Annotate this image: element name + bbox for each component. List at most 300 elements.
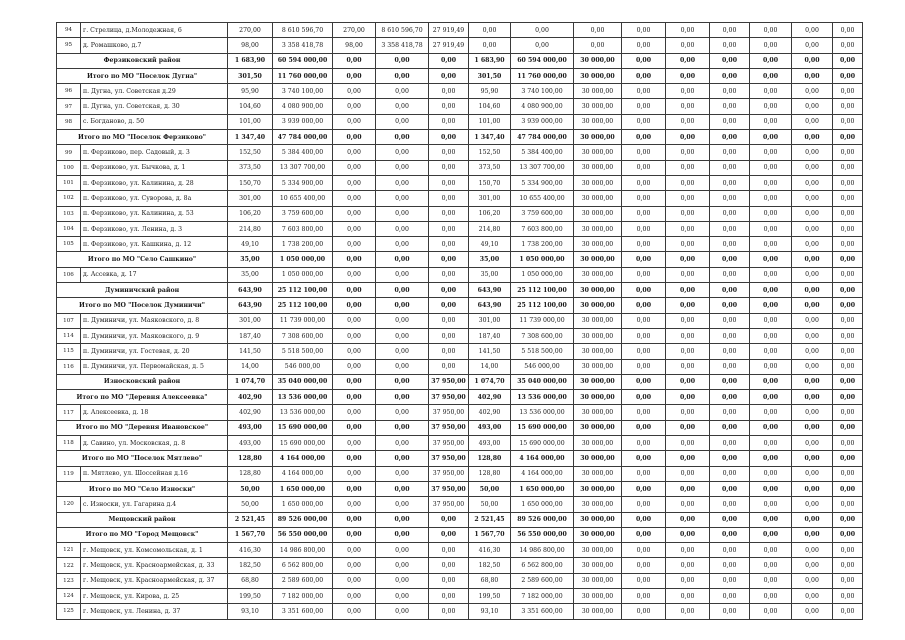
subtotal-label: Итого по МО "Поселок Ферзиково" <box>57 130 228 145</box>
value-cell: 0,00 <box>833 99 863 114</box>
value-cell: 0,00 <box>376 267 429 282</box>
value-cell: 0,00 <box>622 298 666 313</box>
value-cell: 0,00 <box>833 84 863 99</box>
value-cell: 0,00 <box>710 99 750 114</box>
value-cell: 152,50 <box>228 145 273 160</box>
value-cell: 0,00 <box>833 436 863 451</box>
value-cell: 0,00 <box>376 558 429 573</box>
value-cell: 0,00 <box>333 68 376 83</box>
subtotal-row <box>57 130 863 145</box>
value-cell: 37 950,00 <box>429 497 469 512</box>
value-cell: 0,00 <box>792 558 833 573</box>
value-cell: 0,00 <box>792 130 833 145</box>
value-cell: 0,00 <box>333 328 376 343</box>
address-cell: п. Ферзиково, ул. Ленина, д. 3 <box>81 221 228 236</box>
housing-program-table <box>56 22 863 620</box>
value-cell: 301,50 <box>469 68 511 83</box>
value-cell: 0,00 <box>792 237 833 252</box>
value-cell: 0,00 <box>376 99 429 114</box>
value-cell: 0,00 <box>666 390 710 405</box>
value-cell: 0,00 <box>750 436 792 451</box>
value-cell: 4 080 900,00 <box>511 99 574 114</box>
value-cell: 35,00 <box>469 252 511 267</box>
value-cell: 0,00 <box>429 344 469 359</box>
value-cell: 3 740 100,00 <box>273 84 333 99</box>
value-cell: 89 526 000,00 <box>511 512 574 527</box>
value-cell: 5 334 900,00 <box>273 175 333 190</box>
value-cell: 50,00 <box>469 497 511 512</box>
value-cell: 0,00 <box>333 390 376 405</box>
value-cell: 0,00 <box>666 68 710 83</box>
value-cell: 0,00 <box>376 604 429 619</box>
value-cell: 30 000,00 <box>574 390 622 405</box>
value-cell: 0,00 <box>333 359 376 374</box>
value-cell: 0,00 <box>333 206 376 221</box>
value-cell: 0,00 <box>750 53 792 68</box>
value-cell: 0,00 <box>666 267 710 282</box>
value-cell: 30 000,00 <box>574 298 622 313</box>
value-cell: 15 690 000,00 <box>273 420 333 435</box>
value-cell: 0,00 <box>710 38 750 53</box>
value-cell: 68,80 <box>469 573 511 588</box>
subtotal-row <box>57 374 863 389</box>
value-cell: 493,00 <box>469 420 511 435</box>
value-cell: 0,00 <box>333 543 376 558</box>
value-cell: 30 000,00 <box>574 145 622 160</box>
value-cell: 37 950,00 <box>429 466 469 481</box>
value-cell: 187,40 <box>228 328 273 343</box>
value-cell: 0,00 <box>792 298 833 313</box>
value-cell: 1 650 000,00 <box>273 481 333 496</box>
value-cell: 27 919,49 <box>429 38 469 53</box>
value-cell: 37 950,00 <box>429 405 469 420</box>
value-cell: 0,00 <box>833 374 863 389</box>
value-cell: 0,00 <box>333 114 376 129</box>
value-cell: 30 000,00 <box>574 527 622 542</box>
value-cell: 0,00 <box>622 436 666 451</box>
value-cell: 0,00 <box>710 114 750 129</box>
value-cell: 0,00 <box>622 512 666 527</box>
value-cell: 0,00 <box>710 23 750 38</box>
value-cell: 0,00 <box>792 328 833 343</box>
value-cell: 0,00 <box>574 38 622 53</box>
value-cell: 5 384 400,00 <box>511 145 574 160</box>
value-cell: 301,00 <box>469 313 511 328</box>
value-cell: 27 919,49 <box>429 23 469 38</box>
value-cell: 0,00 <box>710 252 750 267</box>
value-cell: 1 738 200,00 <box>511 237 574 252</box>
value-cell: 0,00 <box>666 206 710 221</box>
value-cell: 0,00 <box>376 359 429 374</box>
value-cell: 0,00 <box>833 466 863 481</box>
value-cell: 643,90 <box>469 298 511 313</box>
table-row <box>57 588 863 603</box>
value-cell: 0,00 <box>792 512 833 527</box>
value-cell: 0,00 <box>750 497 792 512</box>
value-cell: 0,00 <box>833 175 863 190</box>
value-cell: 0,00 <box>792 344 833 359</box>
value-cell: 0,00 <box>710 390 750 405</box>
subtotal-label: Итого по МО "Город Мещовск" <box>57 527 228 542</box>
value-cell: 0,00 <box>710 344 750 359</box>
value-cell: 1 050 000,00 <box>273 267 333 282</box>
value-cell: 30 000,00 <box>574 114 622 129</box>
value-cell: 0,00 <box>833 451 863 466</box>
value-cell: 0,00 <box>833 390 863 405</box>
value-cell: 0,00 <box>429 588 469 603</box>
value-cell: 5 384 400,00 <box>273 145 333 160</box>
value-cell: 0,00 <box>622 344 666 359</box>
value-cell: 0,00 <box>792 38 833 53</box>
table-row <box>57 191 863 206</box>
value-cell: 14 986 800,00 <box>273 543 333 558</box>
value-cell: 199,50 <box>228 588 273 603</box>
table-row <box>57 543 863 558</box>
value-cell: 0,00 <box>750 84 792 99</box>
value-cell: 141,50 <box>228 344 273 359</box>
value-cell: 0,00 <box>833 221 863 236</box>
value-cell: 0,00 <box>833 313 863 328</box>
value-cell: 104,60 <box>228 99 273 114</box>
value-cell: 0,00 <box>750 481 792 496</box>
address-cell: п. Дугна, ул. Советская, д. 30 <box>81 99 228 114</box>
value-cell: 0,00 <box>666 588 710 603</box>
value-cell: 0,00 <box>710 206 750 221</box>
value-cell: 13 307 700,00 <box>273 160 333 175</box>
value-cell: 30 000,00 <box>574 99 622 114</box>
value-cell: 1 650 000,00 <box>511 481 574 496</box>
value-cell: 7 182 000,00 <box>511 588 574 603</box>
value-cell: 0,00 <box>622 573 666 588</box>
value-cell: 0,00 <box>750 267 792 282</box>
value-cell: 128,80 <box>228 466 273 481</box>
value-cell: 47 784 000,00 <box>511 130 574 145</box>
value-cell: 30 000,00 <box>574 573 622 588</box>
value-cell: 49,10 <box>228 237 273 252</box>
value-cell: 0,00 <box>333 252 376 267</box>
value-cell: 416,30 <box>228 543 273 558</box>
value-cell: 0,00 <box>792 221 833 236</box>
value-cell: 0,00 <box>833 527 863 542</box>
value-cell: 93,10 <box>228 604 273 619</box>
value-cell: 0,00 <box>792 588 833 603</box>
value-cell: 1 650 000,00 <box>273 497 333 512</box>
value-cell: 0,00 <box>666 313 710 328</box>
value-cell: 0,00 <box>792 252 833 267</box>
address-cell: п. Ферзиково, пер. Садовый, д. 3 <box>81 145 228 160</box>
value-cell: 0,00 <box>622 328 666 343</box>
value-cell: 0,00 <box>833 23 863 38</box>
value-cell: 25 112 100,00 <box>511 298 574 313</box>
value-cell: 0,00 <box>750 313 792 328</box>
address-cell: п. Ферзиково, ул. Калинина, д. 28 <box>81 175 228 190</box>
row-number: 98 <box>57 114 81 129</box>
value-cell: 1 683,90 <box>469 53 511 68</box>
value-cell: 0,00 <box>622 68 666 83</box>
row-number: 102 <box>57 191 81 206</box>
value-cell: 0,00 <box>376 84 429 99</box>
value-cell: 0,00 <box>429 206 469 221</box>
value-cell: 0,00 <box>833 558 863 573</box>
value-cell: 187,40 <box>469 328 511 343</box>
row-number: 97 <box>57 99 81 114</box>
value-cell: 0,00 <box>833 481 863 496</box>
subtotal-label: Ферзиковский район <box>57 53 228 68</box>
value-cell: 0,00 <box>666 175 710 190</box>
value-cell: 0,00 <box>750 38 792 53</box>
value-cell: 0,00 <box>750 23 792 38</box>
value-cell: 0,00 <box>333 344 376 359</box>
value-cell: 50,00 <box>228 481 273 496</box>
value-cell: 0,00 <box>376 543 429 558</box>
value-cell: 30 000,00 <box>574 160 622 175</box>
value-cell: 35 040 000,00 <box>273 374 333 389</box>
value-cell: 1 074,70 <box>469 374 511 389</box>
value-cell: 0,00 <box>622 114 666 129</box>
value-cell: 0,00 <box>622 38 666 53</box>
subtotal-row <box>57 390 863 405</box>
value-cell: 4 164 000,00 <box>511 466 574 481</box>
value-cell: 0,00 <box>622 267 666 282</box>
value-cell: 89 526 000,00 <box>273 512 333 527</box>
value-cell: 0,00 <box>333 53 376 68</box>
value-cell: 0,00 <box>792 99 833 114</box>
value-cell: 1 683,90 <box>228 53 273 68</box>
value-cell: 0,00 <box>710 328 750 343</box>
value-cell: 0,00 <box>750 328 792 343</box>
value-cell: 0,00 <box>469 38 511 53</box>
value-cell: 0,00 <box>792 313 833 328</box>
value-cell: 0,00 <box>710 436 750 451</box>
address-cell: г. Мещовск, ул. Ленина, д. 37 <box>81 604 228 619</box>
value-cell: 0,00 <box>750 558 792 573</box>
value-cell: 0,00 <box>376 252 429 267</box>
value-cell: 4 164 000,00 <box>511 451 574 466</box>
value-cell: 0,00 <box>750 114 792 129</box>
value-cell: 0,00 <box>429 237 469 252</box>
value-cell: 5 334 900,00 <box>511 175 574 190</box>
value-cell: 30 000,00 <box>574 405 622 420</box>
value-cell: 7 308 600,00 <box>511 328 574 343</box>
value-cell: 30 000,00 <box>574 175 622 190</box>
value-cell: 6 562 800,00 <box>511 558 574 573</box>
value-cell: 11 739 000,00 <box>511 313 574 328</box>
table-row <box>57 175 863 190</box>
value-cell: 7 603 800,00 <box>273 221 333 236</box>
value-cell: 0,00 <box>792 436 833 451</box>
value-cell: 0,00 <box>666 344 710 359</box>
value-cell: 7 308 600,00 <box>273 328 333 343</box>
value-cell: 0,00 <box>376 451 429 466</box>
value-cell: 14,00 <box>228 359 273 374</box>
address-cell: г. Мещовск, ул. Кирова, д. 25 <box>81 588 228 603</box>
value-cell: 49,10 <box>469 237 511 252</box>
value-cell: 0,00 <box>333 573 376 588</box>
value-cell: 0,00 <box>333 160 376 175</box>
value-cell: 0,00 <box>710 175 750 190</box>
value-cell: 11 760 000,00 <box>511 68 574 83</box>
table-row <box>57 497 863 512</box>
value-cell: 2 521,45 <box>469 512 511 527</box>
value-cell: 47 784 000,00 <box>273 130 333 145</box>
value-cell: 0,00 <box>710 359 750 374</box>
value-cell: 0,00 <box>333 374 376 389</box>
value-cell: 0,00 <box>333 466 376 481</box>
value-cell: 0,00 <box>666 221 710 236</box>
value-cell: 0,00 <box>622 160 666 175</box>
value-cell: 0,00 <box>333 298 376 313</box>
value-cell: 0,00 <box>710 237 750 252</box>
value-cell: 30 000,00 <box>574 374 622 389</box>
row-number: 122 <box>57 558 81 573</box>
value-cell: 0,00 <box>429 267 469 282</box>
value-cell: 0,00 <box>710 512 750 527</box>
value-cell: 0,00 <box>622 53 666 68</box>
value-cell: 0,00 <box>622 221 666 236</box>
value-cell: 0,00 <box>710 221 750 236</box>
value-cell: 0,00 <box>622 497 666 512</box>
value-cell: 0,00 <box>666 298 710 313</box>
value-cell: 0,00 <box>376 497 429 512</box>
value-cell: 0,00 <box>833 359 863 374</box>
value-cell: 3 351 600,00 <box>511 604 574 619</box>
row-number: 115 <box>57 344 81 359</box>
value-cell: 0,00 <box>750 405 792 420</box>
value-cell: 0,00 <box>622 466 666 481</box>
value-cell: 1 738 200,00 <box>273 237 333 252</box>
value-cell: 1 050 000,00 <box>273 252 333 267</box>
value-cell: 0,00 <box>376 191 429 206</box>
address-cell: г. Стрелица, д.Молодежная, 6 <box>81 23 228 38</box>
value-cell: 8 610 596,70 <box>273 23 333 38</box>
address-cell: п. Ферзиково, ул. Бычкова, д. 1 <box>81 160 228 175</box>
value-cell: 0,00 <box>622 237 666 252</box>
value-cell: 0,00 <box>792 420 833 435</box>
value-cell: 0,00 <box>622 604 666 619</box>
value-cell: 0,00 <box>333 604 376 619</box>
value-cell: 0,00 <box>333 436 376 451</box>
value-cell: 0,00 <box>429 298 469 313</box>
subtotal-row <box>57 298 863 313</box>
value-cell: 0,00 <box>833 130 863 145</box>
value-cell: 3 351 600,00 <box>273 604 333 619</box>
address-cell: п. Мятлево, ул. Шоссейная д.16 <box>81 466 228 481</box>
value-cell: 0,00 <box>750 344 792 359</box>
table-row <box>57 436 863 451</box>
value-cell: 0,00 <box>750 588 792 603</box>
address-cell: д. Ассевка, д. 17 <box>81 267 228 282</box>
value-cell: 1 567,70 <box>228 527 273 542</box>
value-cell: 0,00 <box>376 114 429 129</box>
value-cell: 30 000,00 <box>574 130 622 145</box>
value-cell: 0,00 <box>833 405 863 420</box>
subtotal-row <box>57 451 863 466</box>
row-number: 123 <box>57 573 81 588</box>
value-cell: 14,00 <box>469 359 511 374</box>
value-cell: 0,00 <box>333 420 376 435</box>
value-cell: 0,00 <box>376 328 429 343</box>
value-cell: 0,00 <box>666 374 710 389</box>
address-cell: д. Савино, ул. Московская, д. 8 <box>81 436 228 451</box>
row-number: 99 <box>57 145 81 160</box>
value-cell: 0,00 <box>833 328 863 343</box>
value-cell: 0,00 <box>429 512 469 527</box>
value-cell: 0,00 <box>833 38 863 53</box>
value-cell: 0,00 <box>376 130 429 145</box>
value-cell: 0,00 <box>376 374 429 389</box>
value-cell: 0,00 <box>376 481 429 496</box>
value-cell: 30 000,00 <box>574 543 622 558</box>
value-cell: 30 000,00 <box>574 267 622 282</box>
value-cell: 0,00 <box>750 221 792 236</box>
subtotal-label: Итого по МО "Деревня Ивановское" <box>57 420 228 435</box>
table-row <box>57 237 863 252</box>
value-cell: 30 000,00 <box>574 313 622 328</box>
value-cell: 0,00 <box>429 221 469 236</box>
value-cell: 0,00 <box>622 527 666 542</box>
value-cell: 0,00 <box>376 175 429 190</box>
value-cell: 3 358 418,78 <box>273 38 333 53</box>
value-cell: 0,00 <box>376 573 429 588</box>
value-cell: 0,00 <box>750 145 792 160</box>
value-cell: 0,00 <box>429 543 469 558</box>
value-cell: 8 610 596,70 <box>376 23 429 38</box>
value-cell: 13 307 700,00 <box>511 160 574 175</box>
value-cell: 0,00 <box>710 558 750 573</box>
value-cell: 15 690 000,00 <box>511 436 574 451</box>
value-cell: 0,00 <box>833 191 863 206</box>
value-cell: 30 000,00 <box>574 237 622 252</box>
value-cell: 0,00 <box>666 53 710 68</box>
value-cell: 643,90 <box>469 283 511 298</box>
value-cell: 30 000,00 <box>574 53 622 68</box>
value-cell: 0,00 <box>376 68 429 83</box>
value-cell: 3 759 600,00 <box>511 206 574 221</box>
value-cell: 0,00 <box>833 512 863 527</box>
value-cell: 5 518 500,00 <box>273 344 333 359</box>
value-cell: 0,00 <box>833 160 863 175</box>
value-cell: 10 655 400,00 <box>273 191 333 206</box>
value-cell: 301,00 <box>228 313 273 328</box>
value-cell: 0,00 <box>376 53 429 68</box>
value-cell: 0,00 <box>622 145 666 160</box>
value-cell: 0,00 <box>333 237 376 252</box>
value-cell: 56 550 000,00 <box>273 527 333 542</box>
value-cell: 0,00 <box>622 420 666 435</box>
value-cell: 0,00 <box>622 543 666 558</box>
value-cell: 0,00 <box>792 53 833 68</box>
value-cell: 0,00 <box>792 359 833 374</box>
value-cell: 0,00 <box>376 298 429 313</box>
value-cell: 0,00 <box>792 604 833 619</box>
subtotal-row <box>57 420 863 435</box>
value-cell: 0,00 <box>833 252 863 267</box>
row-number: 107 <box>57 313 81 328</box>
value-cell: 0,00 <box>792 23 833 38</box>
value-cell: 1 050 000,00 <box>511 267 574 282</box>
value-cell: 0,00 <box>710 588 750 603</box>
value-cell: 50,00 <box>469 481 511 496</box>
value-cell: 3 759 600,00 <box>273 206 333 221</box>
value-cell: 0,00 <box>710 160 750 175</box>
value-cell: 402,90 <box>228 390 273 405</box>
value-cell: 0,00 <box>574 23 622 38</box>
row-number: 120 <box>57 497 81 512</box>
value-cell: 30 000,00 <box>574 221 622 236</box>
value-cell: 0,00 <box>666 359 710 374</box>
value-cell: 0,00 <box>710 527 750 542</box>
value-cell: 35,00 <box>228 267 273 282</box>
